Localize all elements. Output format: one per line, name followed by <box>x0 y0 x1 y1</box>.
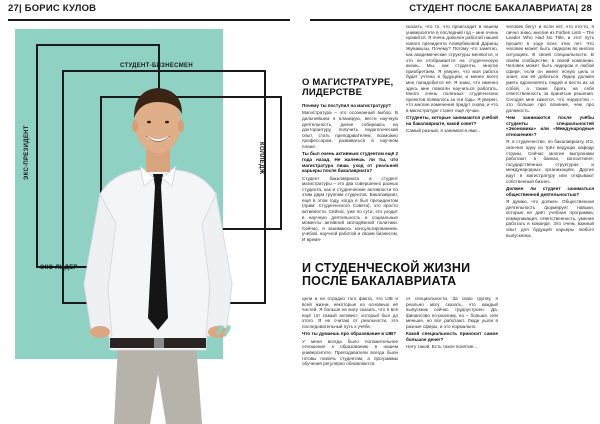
interview-answer: сказать, что то, что происходит в нашем университете в последний год – мне очень нравится. Я очень доволен работой нашей нового президента Алиярбековой Дарины Жумакызы. Почему? Потому что заметно, как академические структуры меняются, и это не отображается на студенческую жизнь. Мы, как студенты, многое приобретаем. Я уверен, что моя работа будет учтена в будущем, и менее всего мне понадобится её. Я знаю, что именно здесь мне помогли научиться работать. Много очень полезных студенческих проектов появилось за эти годы. Я уверен, что многие изменения придут снова, и что в магистратуре станет ещё лучше. <box>406 24 498 113</box>
article-column-b <box>406 24 498 256</box>
interview-answer: Я думаю, что должен. Общественная деятельность формирует навыки, которые не даёт учебная программа: коммуникация, ответственность, умение работать в команде. Это очень важный опыт для будущей карьеры любого выпускника. <box>506 199 594 238</box>
interview-answer: Студент бакалавриата и студент магистратуры – это два совершенно разных студента, как и студенческие активности по этим двум группам студентов. Бакалавриат, ещё в этом году, когда я был президентом (прим: Студенческого Совета), это просто активности. Сейчас, уже по сути, это уходит в научную деятельность и социальные моменты активной молодёжной политики. Сейчас, я занимаюсь консультированием, учебой, научной работой и своим бизнесом. И время- <box>302 175 398 243</box>
page-header-right: СТУДЕНТ ПОСЛЕ БАКАЛАВРИАТА| 28 <box>409 3 592 14</box>
interview-answer: У меня всегда было положительное отношение к образованию в нашем университете. Преподаватели всегда были готовы помочь студентам, а программы обучения регулярно обновляются. <box>302 338 398 367</box>
interview-answer: Самый разный, я занимался ими... <box>406 128 481 134</box>
article-column-c <box>506 24 594 420</box>
page-header-left: 27| БОРИС КУЛОВ <box>8 3 97 14</box>
tag-college: КОЛЛЕДЖ <box>258 142 264 175</box>
tag-student-businessman: СТУДЕНТ-БИЗНЕСМЕН <box>120 63 193 69</box>
tag-ex-leader: ЭКС-ЛИДЕР <box>40 265 78 271</box>
interview-question: Почему ты поступил на магистратуру? <box>302 103 391 108</box>
article-column-a <box>302 103 398 255</box>
article-column-d <box>302 296 398 420</box>
quote-mark-icon: ” <box>214 319 234 359</box>
interview-answer: Я, в студенчестве, по бакалавриату, ИЭ, окончил одну из трёх ведущих кафедр страны. Сейчас многие выпускники работают в банках, консалтинге, государственных структурах и международных организациях. Другие идут в магистратуру или открывают собственный бизнес. <box>506 139 594 184</box>
interview-question: Какой специальность приносит самое большое денег? <box>406 331 498 342</box>
interview-answer: человек бегут и если нет, что кто-то, я лично знаю, многие из Forbes Lists – The Leader Who Had No Title, и этот путь прошёл в ходе всех этих лет. Что человек может быть лидером во многих ситуациях. В своей специальности. В своём сообществе, в своей компании. Человек может быть лидером в любой сфере, если он имеет ясную цель и знает, как её добиться. Лидер должен уметь вдохновлять людей и вести их за собой, а также брать на себя ответственность за принятые решения. Сегодня мне кажется, что лидерство – это больше про влияние, чем про должность. <box>506 24 594 113</box>
student-portrait <box>30 74 260 424</box>
interview-question: Должен ли студент заниматься общественной деятельностью? <box>506 186 594 197</box>
tag-ex-president: ЭКС-ПРЕЗИДЕНТ <box>24 125 30 180</box>
interview-question: Чем занимаются после учёбы студенты специальностей «Экономика» или «Международные отношения»? <box>506 115 594 138</box>
interview-answer: цели и не отрадно того факта, что UIB и всей жизни, некоторые из основных её частей. Я больше не могу сказать, что я всё ещё тот самый активист, который был до этого. Я не считаю от реальности, это последовательный путь к учёбе. <box>302 296 398 329</box>
header-rule-left <box>8 19 290 21</box>
headline-student-life: И СТУДЕНЧЕСКОЙ ЖИЗНИ ПОСЛЕ БАКАЛАВРИАТА <box>302 261 471 289</box>
header-rule-right <box>310 19 592 21</box>
interview-answer: Нету такой. Есть такое понятие... <box>406 344 478 350</box>
interview-question: Что ты думаешь про образование в UIB? <box>302 331 397 337</box>
interview-answer: Магистратура – это осознанный выбор. В дальнейшем я планирую, вести научную деятельность, далее собираюсь на докторантуру, получить педагогический опыт, стать преподавателем, возможно профессором, развиваться в научном плане. <box>302 110 398 149</box>
article-column-e <box>406 296 498 420</box>
interview-answer: от специальности. За свою группу, я реально могу сказать, что каждый выпускник сейчас трудоустроен. Да, финансово по-разному, но – больше, или меньше, но все работают. Люди ушли в разные сферы, и это нормально. <box>406 296 498 329</box>
interview-question: Ты был очень активным студентом ещё 2 года назад. Не жалеешь ли ты, что магистратура лишь уход от реальной карьеры после бакалавриата? <box>302 151 398 174</box>
headline-magistracy: О МАГИСТРАТУРЕ, ЛИДЕРСТВЕ <box>302 77 394 98</box>
interview-question: Студенты, которые занимаются учёбой на бакалавриате, какой совет? <box>406 115 498 126</box>
